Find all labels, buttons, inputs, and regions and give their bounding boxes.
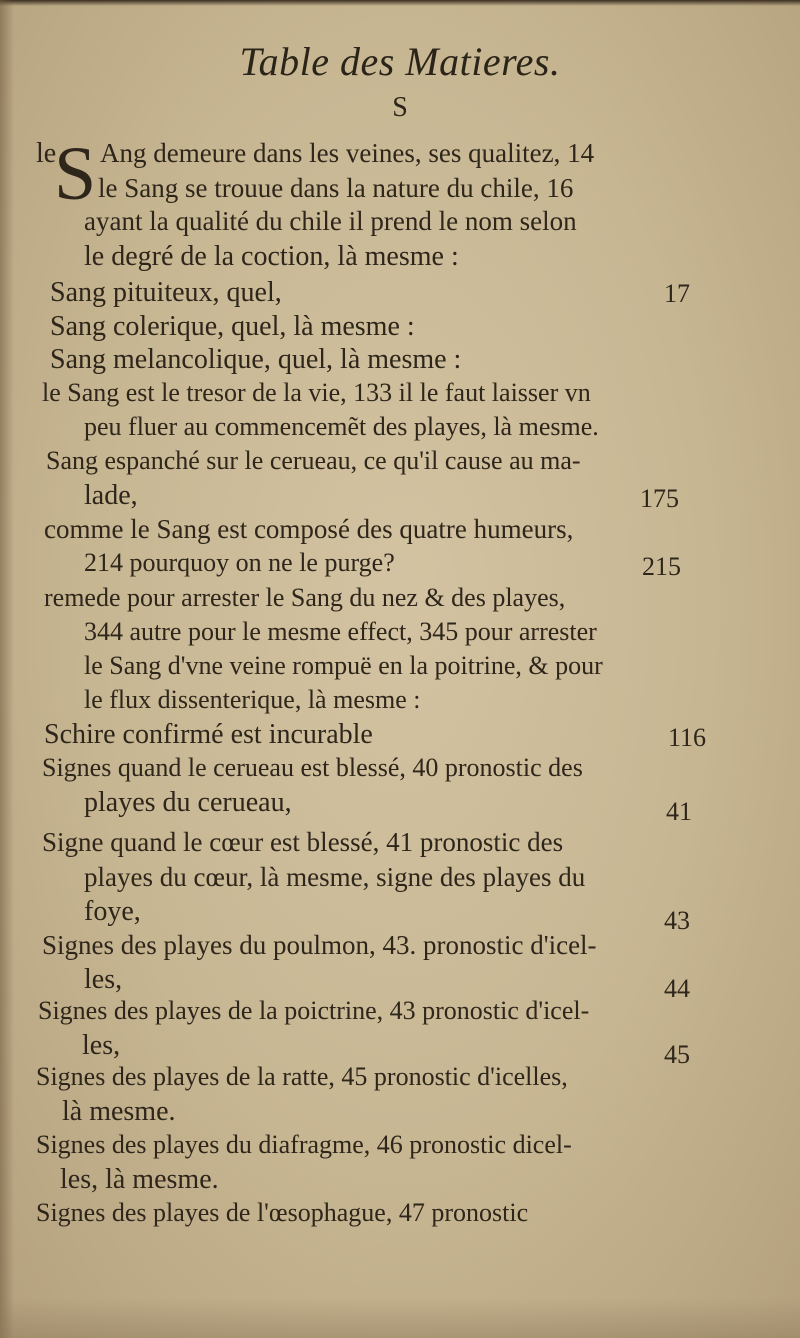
entry-line: les, [84,964,123,995]
entry-line: ayant la qualité du chile il prend le nom selon [84,206,577,236]
page-reference: 41 [666,797,692,826]
entry-line: playes du cœur, là mesme, signe des playes du [84,862,586,892]
entry-line: playes du cerueau, [84,787,292,818]
entry-line: Schire confirmé est incurable [44,719,373,750]
entry-line: Signes des playes de la ratte, 45 pronostic d'icelles, [36,1062,568,1091]
page-shadow-top [0,0,800,6]
page-reference: 43 [664,906,690,935]
entry-line: comme le Sang est composé des quatre humeurs, [44,514,574,544]
entry-line: 214 pourquoy on ne le purge? [84,548,395,577]
section-letter: S [392,92,408,123]
page-shadow-bottom [0,1298,800,1338]
entry-line: Signes des playes du poulmon, 43. pronostic d'icel- [42,930,597,960]
entry-line: les, là mesme. [60,1164,219,1195]
page-reference: 215 [642,552,681,581]
entry-line: Signes des playes de l'œsophague, 47 pronostic [36,1198,529,1227]
entry-line: Sang espanché sur le cerueau, ce qu'il cause au ma- [46,446,581,475]
entry-line: Sang pituiteux, quel, [50,277,282,308]
entry-line: Signes quand le cerueau est blessé, 40 pronostic des [42,753,583,782]
entry-line: 344 autre pour le mesme effect, 345 pour arrester [84,617,597,646]
entry-line: le flux dissenterique, là mesme : [84,685,421,714]
entry-line: les, [82,1030,121,1061]
entry-line: Sang melancolique, quel, là mesme : [50,344,462,375]
page-reference: 17 [664,279,690,308]
page-shadow-left [0,0,14,1338]
entry-line: foye, [84,896,141,927]
page-reference: 45 [664,1040,690,1069]
entry-line: Sang colerique, quel, là mesme : [50,311,415,342]
entry-line: le Sang d'vne veine rompuë en la poitrine, & pour [84,651,603,680]
entry-line: peu fluer au commencemẽt des playes, là mesme. [84,412,599,441]
entry-line: remede pour arrester le Sang du nez & des playes, [44,583,566,612]
entry-line: Signes des playes de la poictrine, 43 pronostic d'icel- [38,996,590,1025]
entry-line: Ang demeure dans les veines, ses qualitez, 14 [100,138,595,168]
entry-line: là mesme. [62,1096,176,1127]
page-reference: 175 [640,484,679,513]
entry-prefix: le [36,138,57,169]
entry-line: Signes des playes du diafragme, 46 pronostic dicel- [36,1130,572,1159]
entry-line: Signe quand le cœur est blessé, 41 pronostic des [42,827,564,857]
drop-cap: S [54,132,97,216]
entry-line: lade, [84,480,138,511]
entry-line: le Sang est le tresor de la vie, 133 il le faut laisser vn [42,378,591,407]
page-title: Table des Matieres. [239,39,561,84]
page-reference: 116 [668,723,707,752]
entry-line: le degré de la coction, là mesme : [84,241,459,272]
entry-line: le Sang se trouue dans la nature du chile, 16 [98,173,574,203]
page-reference: 44 [664,974,690,1003]
